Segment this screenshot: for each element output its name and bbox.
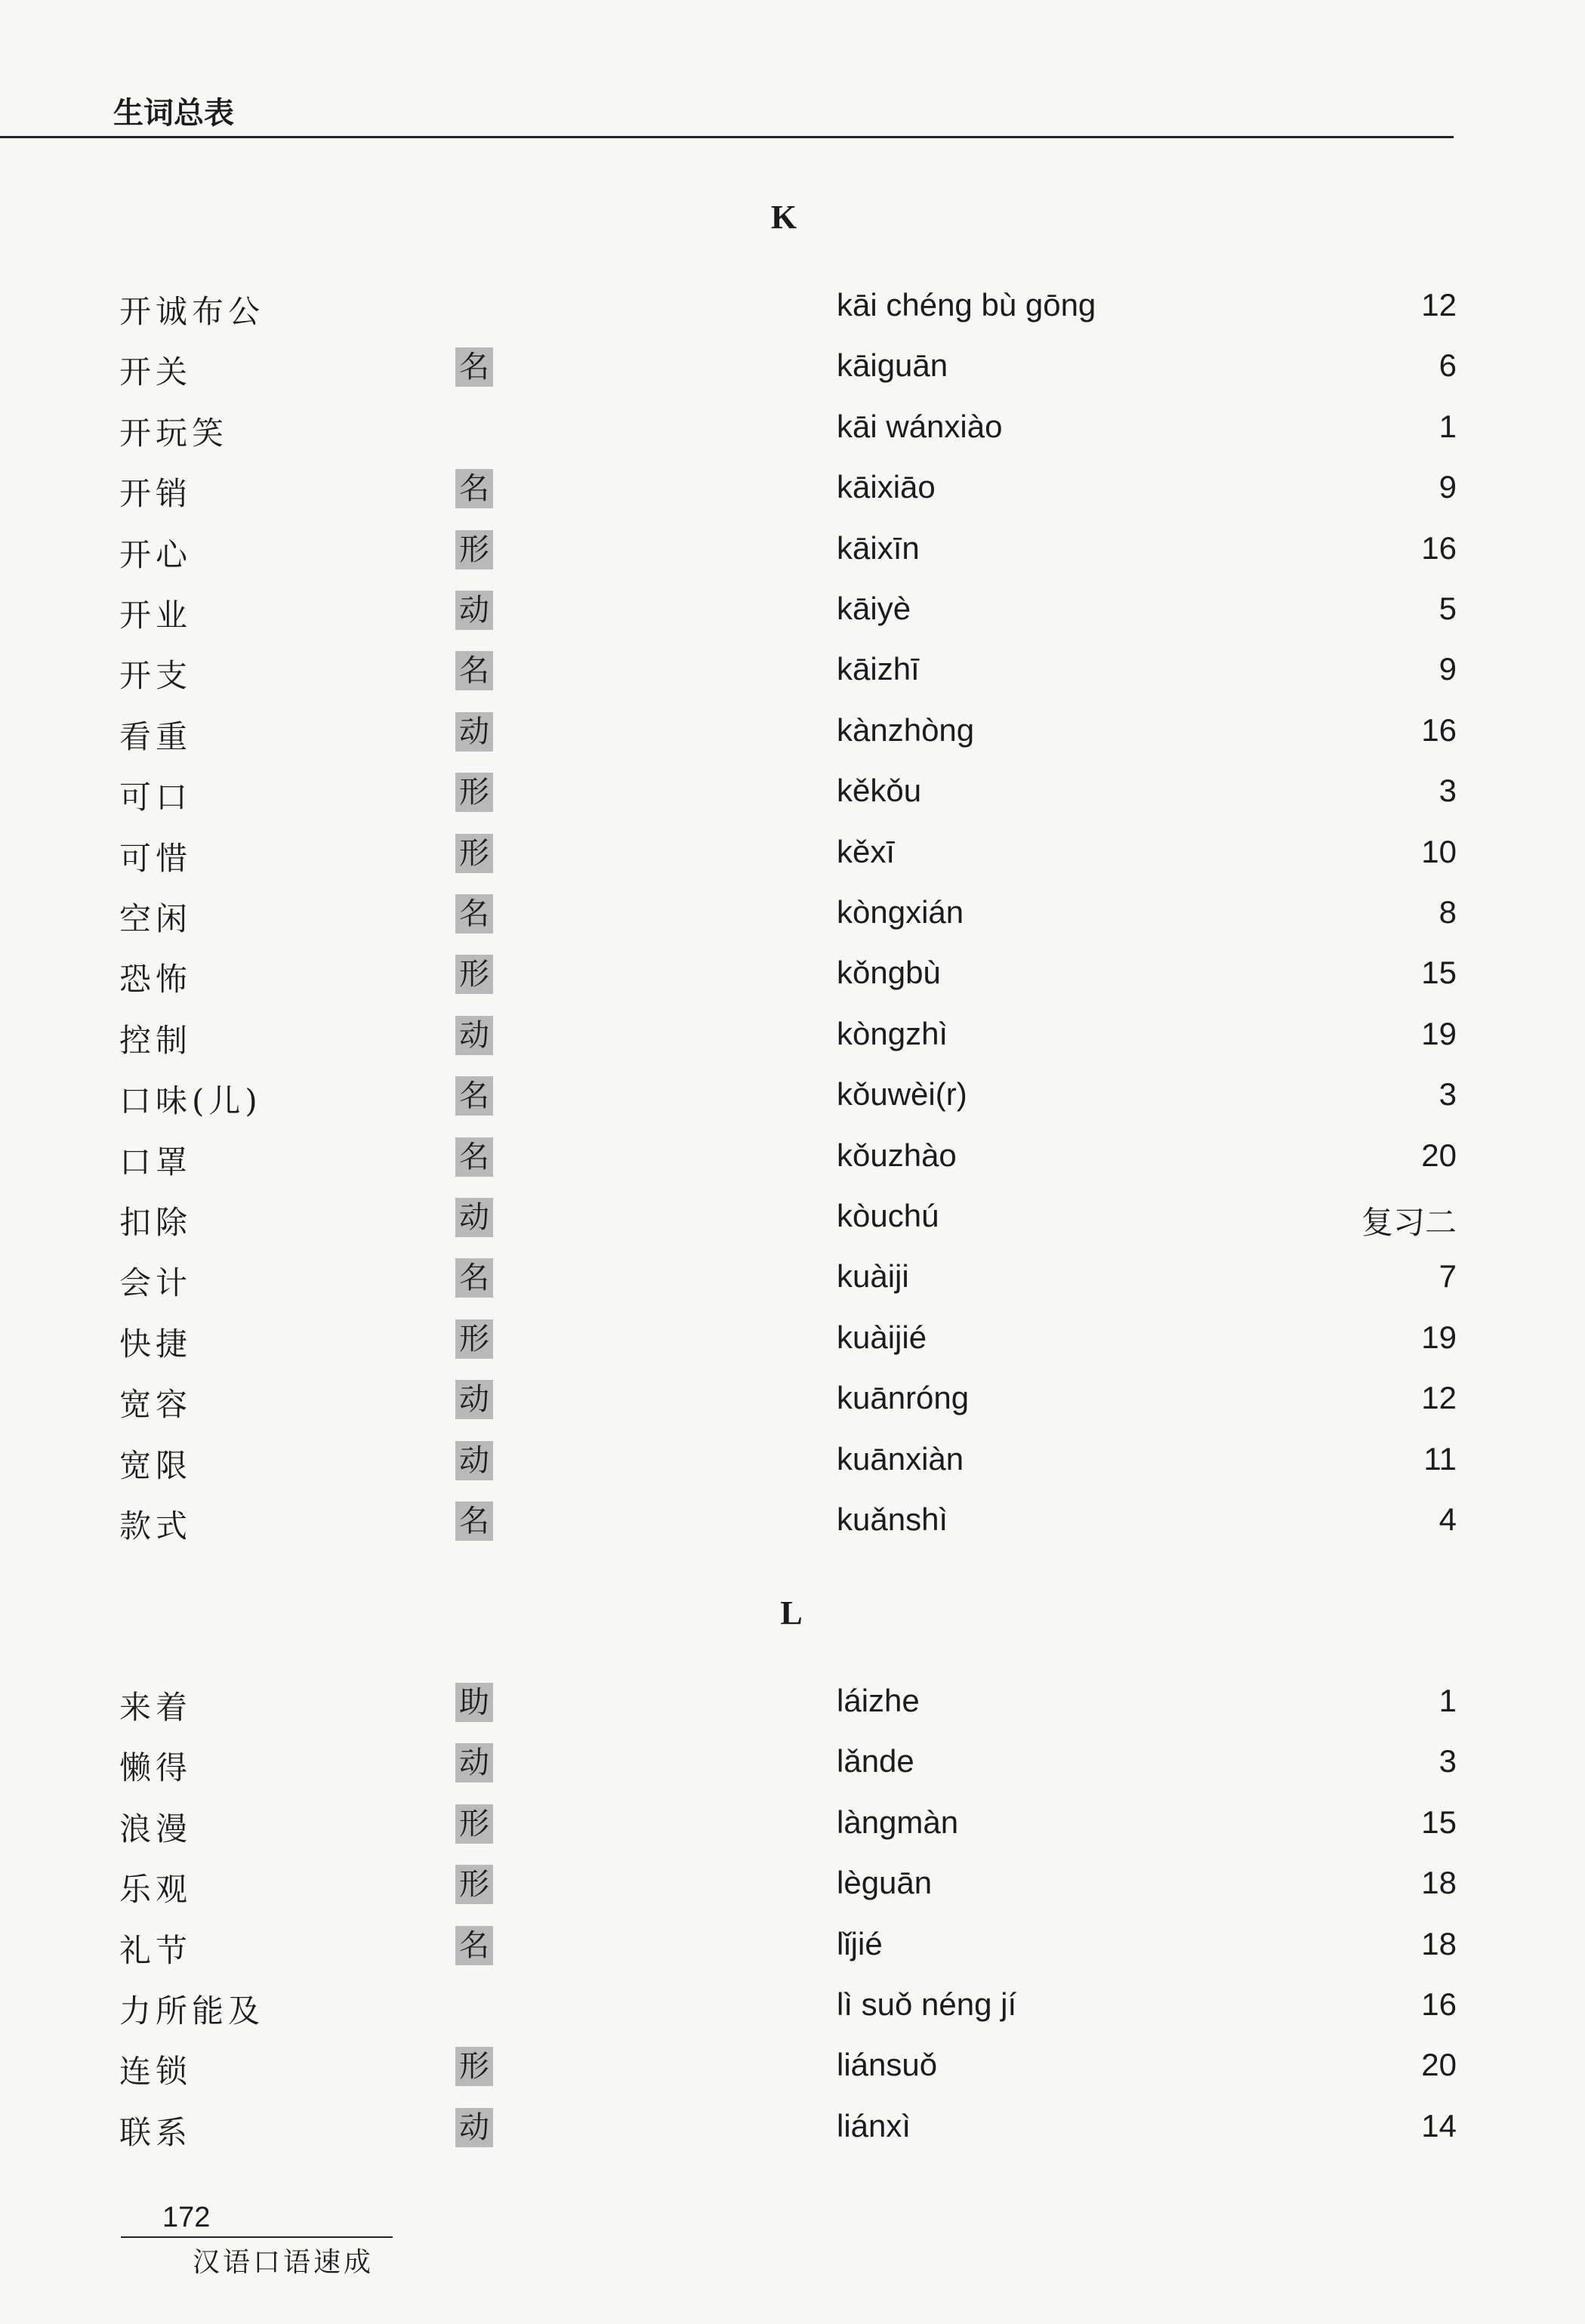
vocab-entry (0, 287, 1585, 347)
entry-hanzi: 开诚布公 (119, 293, 265, 330)
vocab-entry (0, 1258, 1585, 1319)
entry-lesson-number: 11 (1423, 1440, 1457, 1477)
entry-hanzi: 开心 (119, 535, 193, 573)
entry-pinyin: kāizhī (837, 651, 920, 687)
entry-hanzi: 来着 (119, 1689, 193, 1726)
page-header-title: 生词总表 (113, 96, 234, 131)
entry-part-of-speech-badge: 名 (455, 894, 493, 934)
entry-lesson-number: 18 (1421, 1865, 1457, 1901)
entry-pinyin: kāiyè (837, 591, 911, 626)
entry-lesson-number: 3 (1439, 773, 1457, 809)
entry-hanzi: 款式 (119, 1508, 193, 1545)
entry-hanzi: 开销 (119, 475, 193, 513)
entry-hanzi: 口味(儿) (119, 1082, 262, 1120)
entry-pinyin: liánxì (837, 2107, 911, 2143)
vocab-entry (0, 773, 1585, 833)
entry-pinyin: kòuchú (837, 1198, 939, 1233)
vocab-entry (0, 955, 1585, 1015)
entry-hanzi: 连锁 (119, 2053, 193, 2091)
vocab-entry (0, 1926, 1585, 1986)
entry-part-of-speech-badge: 动 (455, 1380, 493, 1419)
vocab-entry (0, 1743, 1585, 1804)
entry-lesson-number: 10 (1421, 833, 1457, 869)
entry-pinyin: lǐjié (837, 1925, 883, 1961)
vocab-entry (0, 1016, 1585, 1076)
entry-lesson-number: 1 (1439, 1683, 1457, 1718)
entry-pinyin: kěxī (837, 833, 896, 869)
entry-lesson-number: 20 (1421, 2047, 1457, 2083)
entry-pinyin: kuàijié (837, 1319, 927, 1355)
entry-hanzi: 可口 (119, 779, 193, 816)
entry-lesson-number: 复习二 (1361, 1205, 1457, 1240)
entry-pinyin: kòngzhì (837, 1015, 948, 1051)
entry-pinyin: láizhe (837, 1683, 920, 1718)
entry-lesson-number: 16 (1421, 1986, 1457, 2022)
entry-part-of-speech-badge: 形 (455, 1804, 493, 1844)
entry-hanzi: 联系 (119, 2113, 193, 2151)
vocab-entry (0, 1380, 1585, 1440)
entry-part-of-speech-badge: 动 (455, 712, 493, 752)
header-rule (0, 136, 1454, 138)
vocab-entry (0, 1683, 1585, 1743)
entry-hanzi: 宽限 (119, 1446, 193, 1484)
entry-pinyin: kuǎnshì (837, 1501, 948, 1537)
entry-part-of-speech-badge: 动 (455, 1016, 493, 1055)
entry-hanzi: 恐怖 (119, 961, 193, 998)
entry-pinyin: kuānróng (837, 1380, 970, 1416)
entry-lesson-number: 5 (1439, 591, 1457, 626)
entry-pinyin: kǒuzhào (837, 1137, 957, 1173)
vocab-entry (0, 1804, 1585, 1865)
entry-lesson-number: 3 (1439, 1076, 1457, 1113)
entry-lesson-number: 7 (1439, 1258, 1457, 1295)
entry-part-of-speech-badge: 名 (455, 1926, 493, 1965)
footer-rule (121, 2236, 393, 2238)
entry-hanzi: 力所能及 (119, 1992, 265, 2029)
vocab-entry (0, 2108, 1585, 2168)
entry-part-of-speech-badge: 助 (455, 1683, 493, 1722)
entry-lesson-number: 8 (1439, 894, 1457, 930)
entry-hanzi: 懒得 (119, 1749, 193, 1787)
entry-hanzi: 会计 (119, 1264, 193, 1302)
entry-part-of-speech-badge: 形 (455, 530, 493, 569)
entry-pinyin: lǎnde (837, 1743, 914, 1779)
vocab-entry (0, 1198, 1585, 1258)
entry-pinyin: kāixīn (837, 529, 920, 566)
entry-pinyin: kòngxián (837, 894, 964, 930)
vocab-entry (0, 894, 1585, 955)
entry-hanzi: 可惜 (119, 839, 193, 877)
vocab-entry (0, 651, 1585, 711)
entry-part-of-speech-badge: 形 (455, 834, 493, 873)
entry-pinyin: kànzhòng (837, 711, 975, 748)
entry-part-of-speech-badge: 形 (455, 2047, 493, 2086)
entry-lesson-number: 15 (1421, 1804, 1457, 1840)
vocab-entry (0, 1441, 1585, 1501)
vocab-entry (0, 1501, 1585, 1562)
entry-hanzi: 空闲 (119, 900, 193, 937)
entry-lesson-number: 3 (1439, 1743, 1457, 1779)
entry-hanzi: 看重 (119, 718, 193, 755)
entry-pinyin: kāi chéng bù gōng (837, 287, 1096, 323)
entry-part-of-speech-badge: 名 (455, 1076, 493, 1116)
section-letter-l: L (780, 1594, 803, 1631)
vocab-entry (0, 2047, 1585, 2107)
entry-hanzi: 礼节 (119, 1931, 193, 1969)
entry-lesson-number: 16 (1421, 711, 1457, 748)
entry-part-of-speech-badge: 名 (455, 469, 493, 508)
vocab-entry (0, 1076, 1585, 1137)
entry-hanzi: 开业 (119, 597, 193, 634)
entry-part-of-speech-badge: 名 (455, 1501, 493, 1541)
vocab-entry (0, 530, 1585, 591)
entry-lesson-number: 9 (1439, 651, 1457, 687)
entry-pinyin: lèguān (837, 1865, 933, 1901)
vocab-entry (0, 409, 1585, 469)
entry-lesson-number: 9 (1439, 469, 1457, 505)
entry-lesson-number: 1 (1439, 408, 1457, 444)
entry-lesson-number: 4 (1439, 1501, 1457, 1537)
vocab-entry (0, 834, 1585, 894)
page-number: 172 (162, 2202, 211, 2233)
entry-pinyin: lì suǒ néng jí (837, 1986, 1017, 2022)
entry-lesson-number: 12 (1421, 287, 1457, 323)
entry-hanzi: 口罩 (119, 1143, 193, 1181)
entry-lesson-number: 14 (1421, 2107, 1457, 2143)
section-letter-k: K (770, 199, 797, 236)
vocab-entry (0, 591, 1585, 651)
entry-hanzi: 开玩笑 (119, 414, 229, 452)
book-title: 汉语口语速成 (193, 2247, 375, 2278)
vocab-entry (0, 347, 1585, 408)
entry-part-of-speech-badge: 形 (455, 773, 493, 812)
entry-part-of-speech-badge: 名 (455, 1258, 493, 1298)
entry-lesson-number: 16 (1421, 529, 1457, 566)
entry-lesson-number: 15 (1421, 955, 1457, 991)
entry-part-of-speech-badge: 名 (455, 651, 493, 690)
entry-lesson-number: 20 (1421, 1137, 1457, 1173)
entry-pinyin: kěkǒu (837, 773, 922, 809)
entry-hanzi: 扣除 (119, 1204, 193, 1241)
entry-pinyin: kāi wánxiào (837, 408, 1003, 444)
vocab-entry (0, 1986, 1585, 2047)
entry-hanzi: 宽容 (119, 1386, 193, 1424)
entry-hanzi: 控制 (119, 1021, 193, 1059)
entry-hanzi: 快捷 (119, 1325, 193, 1363)
entry-part-of-speech-badge: 形 (455, 955, 493, 994)
entry-pinyin: kǒuwèi(r) (837, 1076, 967, 1113)
vocab-entry (0, 1865, 1585, 1925)
entry-pinyin: kāiguān (837, 347, 948, 384)
entry-part-of-speech-badge: 形 (455, 1319, 493, 1359)
entry-part-of-speech-badge: 形 (455, 1865, 493, 1904)
entry-pinyin: làngmàn (837, 1804, 959, 1840)
vocab-entry (0, 469, 1585, 529)
entry-part-of-speech-badge: 动 (455, 1441, 493, 1480)
entry-hanzi: 开关 (119, 353, 193, 391)
entry-hanzi: 开支 (119, 657, 193, 695)
entry-pinyin: liánsuǒ (837, 2047, 938, 2083)
entry-lesson-number: 18 (1421, 1925, 1457, 1961)
entry-hanzi: 浪漫 (119, 1810, 193, 1847)
entry-pinyin: kuàiji (837, 1258, 909, 1295)
entry-pinyin: kāixiāo (837, 469, 936, 505)
entry-pinyin: kuānxiàn (837, 1440, 964, 1477)
vocab-entry (0, 1319, 1585, 1380)
entry-part-of-speech-badge: 动 (455, 2108, 493, 2147)
vocab-entry (0, 712, 1585, 773)
entry-lesson-number: 19 (1421, 1015, 1457, 1051)
entry-part-of-speech-badge: 名 (455, 347, 493, 387)
entry-hanzi: 乐观 (119, 1871, 193, 1909)
entry-part-of-speech-badge: 动 (455, 1743, 493, 1782)
entry-part-of-speech-badge: 动 (455, 591, 493, 630)
entry-pinyin: kǒngbù (837, 955, 941, 991)
entry-lesson-number: 12 (1421, 1380, 1457, 1416)
entry-part-of-speech-badge: 动 (455, 1198, 493, 1237)
entry-lesson-number: 6 (1439, 347, 1457, 384)
vocab-entry (0, 1137, 1585, 1198)
entry-part-of-speech-badge: 名 (455, 1137, 493, 1177)
entry-lesson-number: 19 (1421, 1319, 1457, 1355)
